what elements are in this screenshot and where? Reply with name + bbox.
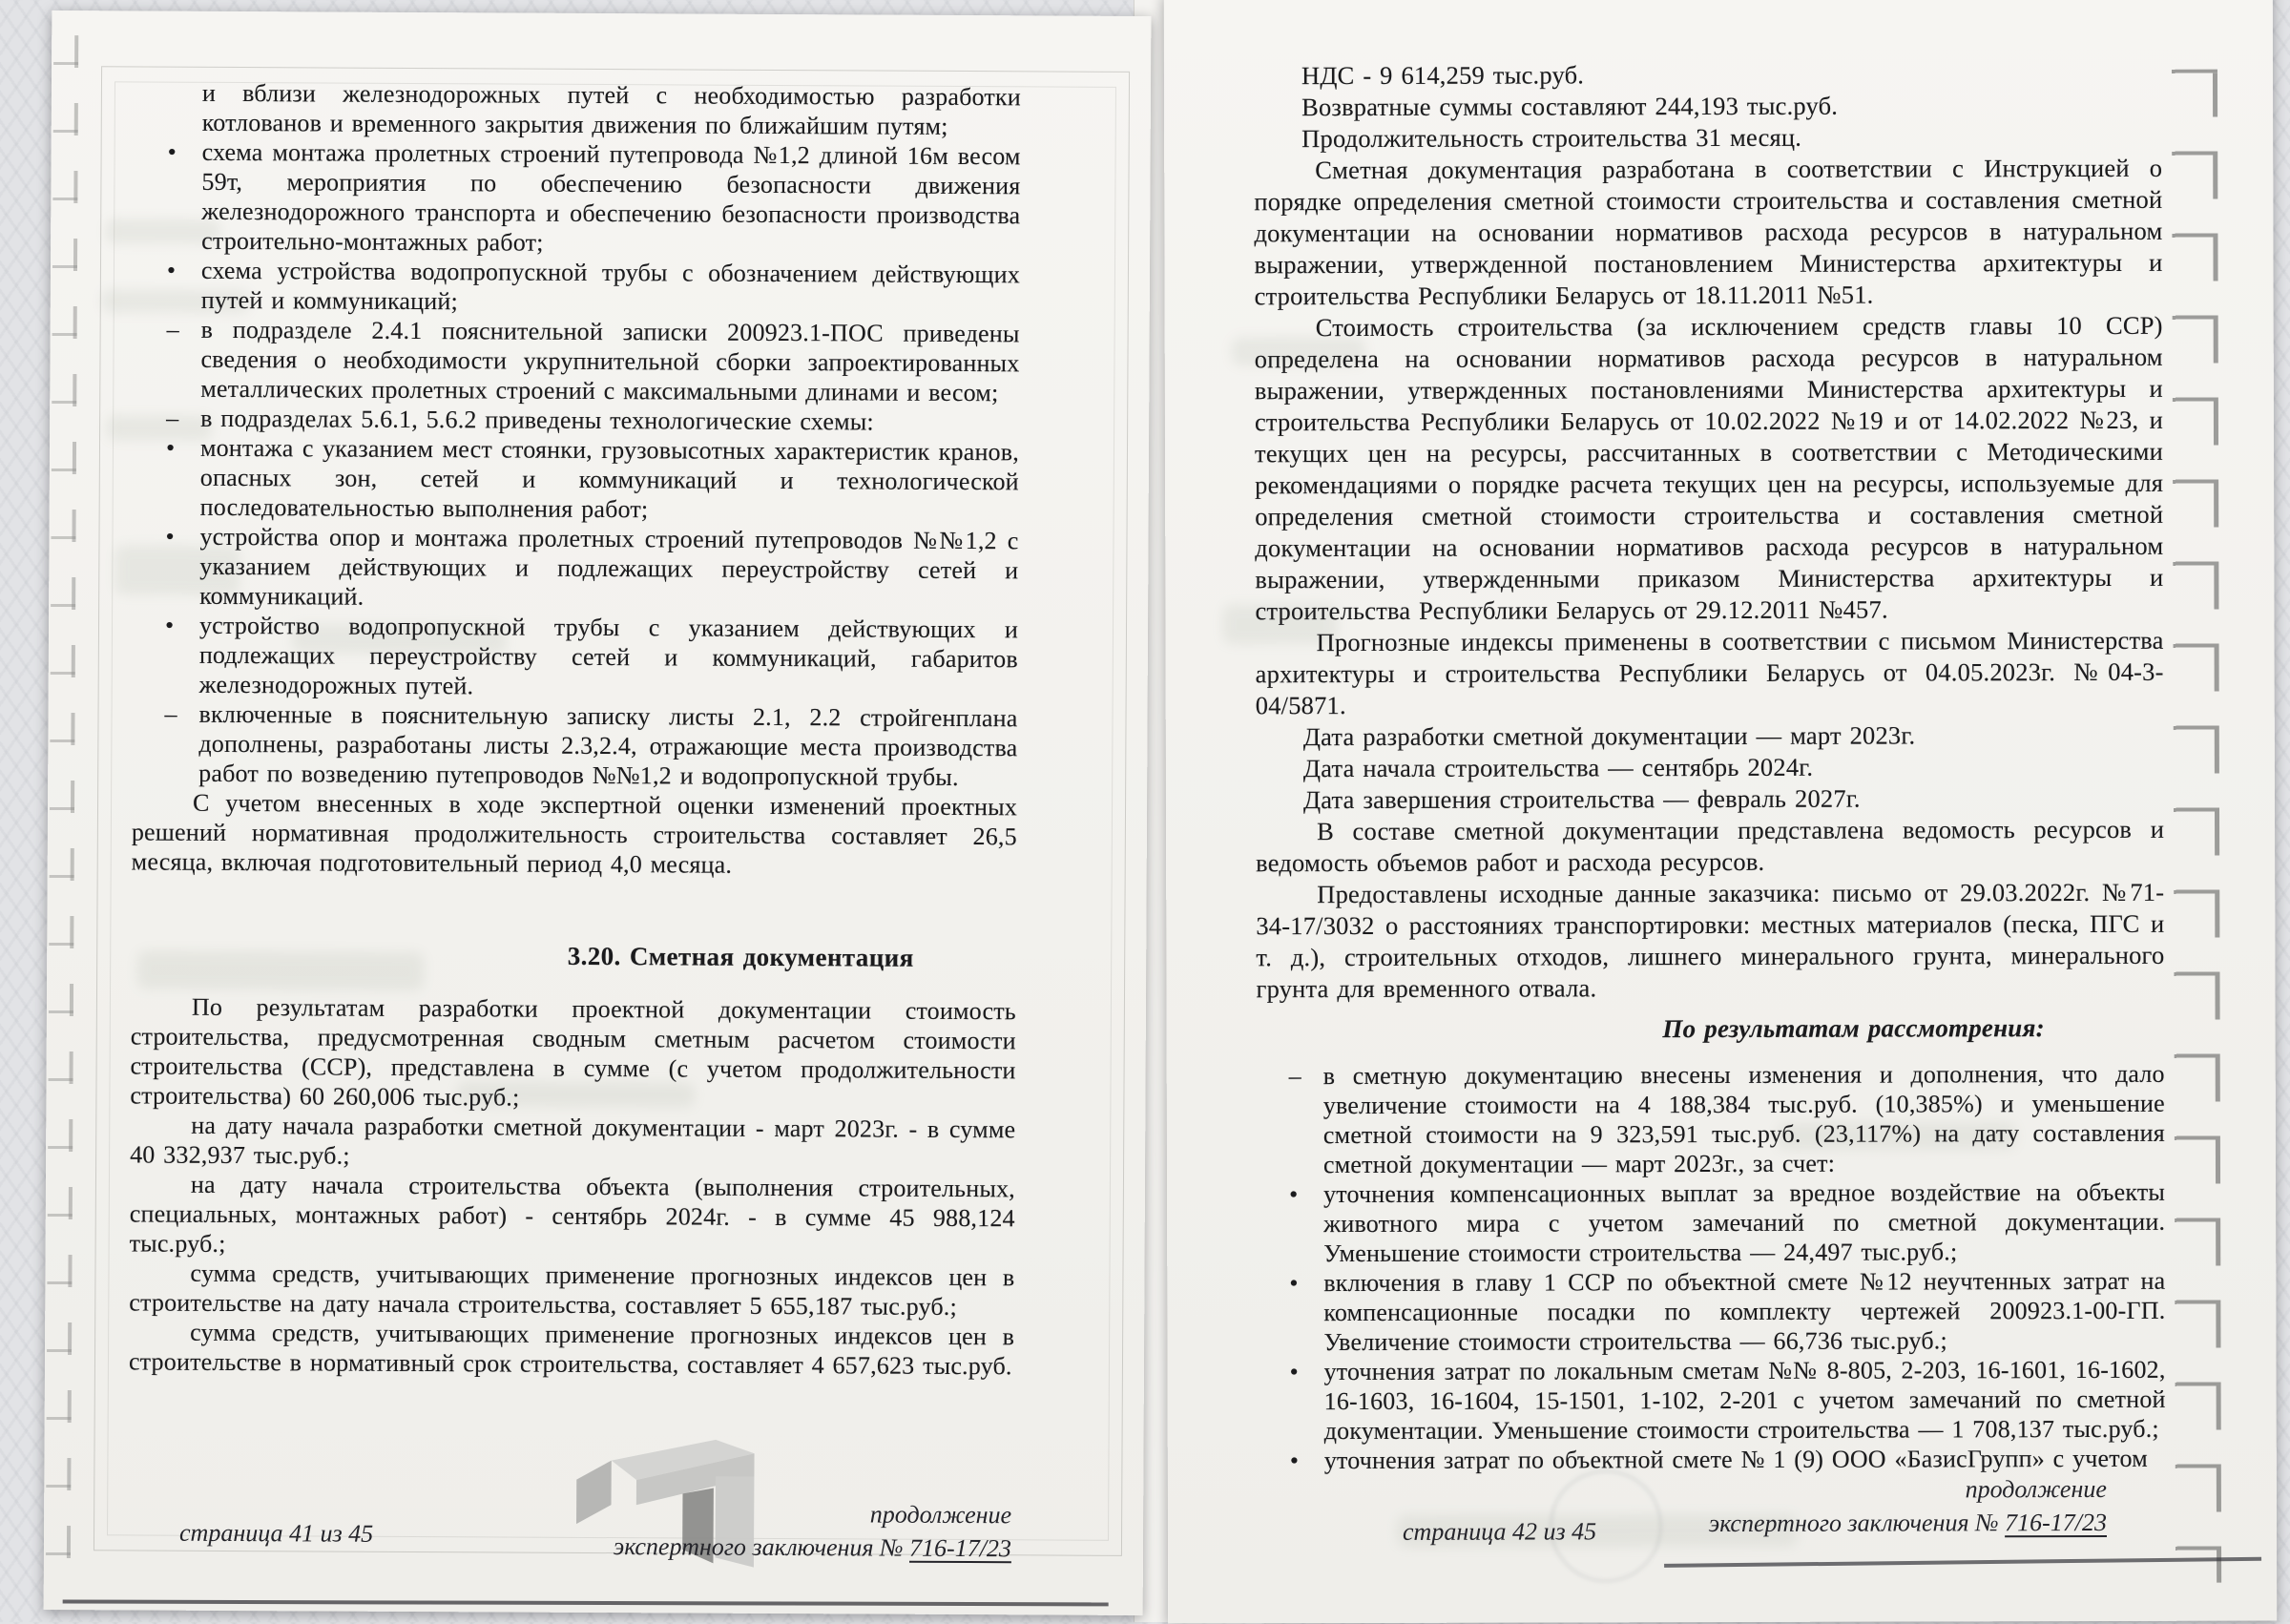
paragraph: сумма средств, учитывающих применение прогнозных индексов цен в строительстве на дату начала строительства, составляет 5 655,187 тыс.руб.; <box>129 1258 1014 1322</box>
text-line: Дата разработки сметной документации — март 2023г. <box>1256 719 2164 753</box>
text-line: Дата начала строительства — сентябрь 2024г. <box>1256 751 2164 784</box>
paragraph: Предоставлены исходные данные заказчика: письмо от 29.03.2022г. №71-34-17/3032 о расстояниях транспортировки: местных материалов (песка, ПГС и т. д.), строительных отходов, лишнего минерального грунта, минерального грунта для временного отвала. <box>1256 877 2164 1005</box>
page-number-label: страница 42 из 45 <box>1403 1517 1596 1547</box>
list-item <box>1323 1059 2165 1179</box>
page-41 <box>44 10 1152 1615</box>
continuation-line1: продолжение <box>614 1496 1011 1531</box>
bullet-marker: • <box>165 611 196 640</box>
list-item <box>201 137 1021 260</box>
list-item <box>198 699 1017 792</box>
continuation-text: экспертного заключения № <box>614 1532 909 1562</box>
results-list <box>1257 1059 2166 1475</box>
continuation-line1: продолжение <box>1709 1472 2107 1507</box>
paragraph: на дату начала строительства объекта (выполнения строительных, специальных, монтажных работ) - сентябрь 2024г. - в сумме 45 988,124 тыс.руб.; <box>130 1169 1015 1262</box>
list-item-text: уточнения затрат по локальным сметам №№ 8-805, 2-203, 16-1601, 16-1602, 16-1603, 16-1604, 15-1501, 1-102, 2-201 с учетом замечаний по сметной документации. Уменьшение стоимости строительства — 1 708,137 тыс.руб.; <box>1324 1356 2166 1445</box>
page-number-label: страница 41 из 45 <box>179 1519 373 1549</box>
list-item-text: в подразделах 5.6.1, 5.6.2 приведены технологические схемы: <box>200 405 874 436</box>
paragraph: Прогнозные индексы применены в соответствии с письмом Министерства архитектуры и строительства Республики Беларусь от 04.05.2023г. №04-3-04/5871. <box>1256 625 2164 721</box>
list-item-text: в сметную документацию внесены изменения и дополнения, что дало увеличение стоимости на 4 188,384 тыс.руб. (10,385%) и уменьшение сметной стоимости на 9 323,591 тыс.руб. (23,117%) на дату составления сметной документации — март 2023г., за счет: <box>1323 1060 2165 1178</box>
page-edge-line <box>1664 1557 2261 1568</box>
list-item-text: включенные в пояснительную записку листы 2.1, 2.2 стройгенплана дополнены, разработаны листы 2.3,2.4, отражающие места производства работ по возведению путепроводов №№1,2 и водопропускной трубы. <box>198 700 1017 791</box>
list-item-text: схема устройства водопропускной трубы с обозначением действующих путей и коммуникаций; <box>201 257 1020 315</box>
paragraph: сумма средств, учитывающих применение прогнозных индексов цен в строительстве в нормативный срок строительства, составляет 4 657,623 тыс.руб. <box>129 1317 1014 1381</box>
continuation-number: 716-17/23 <box>2005 1509 2107 1536</box>
binding-tear-marks-right-ticks <box>2172 70 2221 1583</box>
dash-marker: – <box>167 315 198 344</box>
text-line: Продолжительность строительства 31 месяц. <box>1254 121 2162 155</box>
bullet-marker: • <box>1289 1268 1320 1298</box>
list-item <box>200 404 1019 437</box>
continuation-note <box>614 1496 1012 1565</box>
paragraph: В составе сметной документации представлена ведомость ресурсов и ведомость объемов работ и расхода ресурсов. <box>1256 814 2164 879</box>
list-item-text: устройства опор и монтажа пролетных строений путепроводов №№1,2 с указанием действующих и подлежащих переустройству сетей и коммуникаций. <box>199 523 1018 611</box>
list-item-text: монтажа с указанием мест стоянки, грузовысотных характеристик кранов, опасных зон, сетей и коммуникаций и технологической последовательностью выполнения работ; <box>200 434 1019 523</box>
list-item <box>200 433 1019 526</box>
list-item <box>202 78 1021 141</box>
list-item-text: включения в главу 1 ССР по объектной смете №12 неучтенных затрат на компенсационные посадки по комплекту чертежей 200923.1-00-ГП. Увеличение стоимости строительства — 66,736 тыс.руб.; <box>1323 1267 2165 1356</box>
continuation-line2 <box>1709 1506 2107 1540</box>
paragraph: С учетом внесенных в ходе экспертной оценки изменений проектных решений нормативная продолжительность строительства составляет 26,5 месяца, включая подготовительный период 4,0 месяца. <box>132 787 1017 881</box>
bullet-marker: • <box>167 256 198 285</box>
bullet-marker: • <box>166 433 197 463</box>
paragraph: на дату начала разработки сметной документации - март 2023г. - в сумме 40 332,937 тыс.руб.; <box>130 1110 1015 1174</box>
text-line: Возвратные суммы составляют 244,193 тыс.руб. <box>1254 90 2162 123</box>
binding-tear-marks-left-ticks <box>46 62 78 1581</box>
bullet-marker: • <box>1290 1357 1321 1386</box>
page-41-body <box>129 77 1021 1381</box>
list-item <box>200 315 1019 407</box>
section-heading: 3.20. Сметная документация <box>131 939 1016 973</box>
continuation-number: 716-17/23 <box>909 1534 1011 1563</box>
page-42 <box>1164 0 2277 1624</box>
page-42-body <box>1254 58 2166 1475</box>
list-item-text: и вблизи железнодорожных путей с необходимостью разработки котлованов и временного закрытия движения по ближайшим путям; <box>202 79 1021 140</box>
list-item-text: уточнения затрат по объектной смете № 1 (9) ООО «БазисГрупп» с учетом <box>1324 1445 2148 1474</box>
list-item <box>201 256 1020 319</box>
list-item-text: схема монтажа пролетных строений путепровода №1,2 длиной 16м весом 59т, мероприятия по обеспечению безопасности движения железнодорожного транспорта и обеспечению безопасности производства строительно-монтажных работ; <box>201 138 1021 257</box>
list-item <box>199 522 1018 614</box>
list-item <box>1324 1355 2166 1446</box>
paragraph: Стоимость строительства (за исключением средств главы 10 ССР) определена на основании нормативов расхода ресурсов в натуральном выражении, утвержденных постановлениями Министерства архитектуры и строительства Республики Беларусь от 10.02.2022 №19 и от 14.02.2022 №23, и текущих цен на ресурсы, рассчитанных в соответствии с Методическими рекомендациями о порядке расчета текущих цен на ресурсы, используемые для определения сметной стоимости строительства и составления сметной документации на основании нормативов расхода ресурсов в натуральном выражении, утвержденными приказом Министерства архитектуры и строительства Республики Беларусь от 29.12.2011 №457. <box>1255 310 2164 627</box>
list-item <box>1323 1266 2165 1357</box>
list-item <box>1323 1177 2165 1268</box>
bullet-marker: • <box>165 522 196 552</box>
dash-marker: – <box>1289 1061 1320 1091</box>
page-edge-line <box>63 1600 1109 1607</box>
continuation-text: экспертного заключения № <box>1709 1509 2005 1537</box>
text-line: НДС - 9 614,259 тыс.руб. <box>1254 58 2162 92</box>
dash-marker: – <box>164 699 195 729</box>
list-item <box>199 611 1018 703</box>
results-heading: По результатам рассмотрения: <box>1257 1012 2165 1046</box>
paragraph: Сметная документация разработана в соответствии с Инструкцией о порядке определения сметной стоимости строительства и составления сметной документации на основании нормативов расхода ресурсов в натуральном выражении, утвержденной постановлением Министерства архитектуры и строительства Республики Беларусь от 18.11.2011 №51. <box>1254 153 2162 312</box>
list-item-text: устройство водопропускной трубы с указанием действующих и подлежащих переустройству сетей и коммуникаций, габаритов железнодорожных путей. <box>199 612 1018 700</box>
continuation-note <box>1709 1472 2107 1540</box>
list-item <box>1324 1444 2166 1475</box>
bullet-marker: • <box>1289 1179 1320 1209</box>
continuation-line2 <box>614 1530 1011 1565</box>
list-item-text: уточнения компенсационных выплат за вредное воздействие на объекты животного мира с учетом замечаний по сметной документации. Уменьшение стоимости строительства — 24,497 тыс.руб.; <box>1323 1178 2165 1267</box>
text-line: Дата завершения строительства — февраль 2027г. <box>1256 782 2164 816</box>
paragraph: По результатам разработки проектной документации стоимость строительства, предусмотренная сводным сметным расчетом стоимости строительства (ССР), представлена в сумме (с учетом продолжительности строительства) 60 260,006 тыс.руб.; <box>130 991 1016 1114</box>
dash-marker: – <box>166 404 197 433</box>
bullet-marker: • <box>1290 1446 1321 1475</box>
list-item-text: в подразделе 2.4.1 пояснительной записки 200923.1-ПОС приведены сведения о необходимости укрупнительной сборки запроектированных металлических пролетных строений с максимальными длинами и весом; <box>200 316 1019 406</box>
bullet-marker: • <box>168 137 198 167</box>
